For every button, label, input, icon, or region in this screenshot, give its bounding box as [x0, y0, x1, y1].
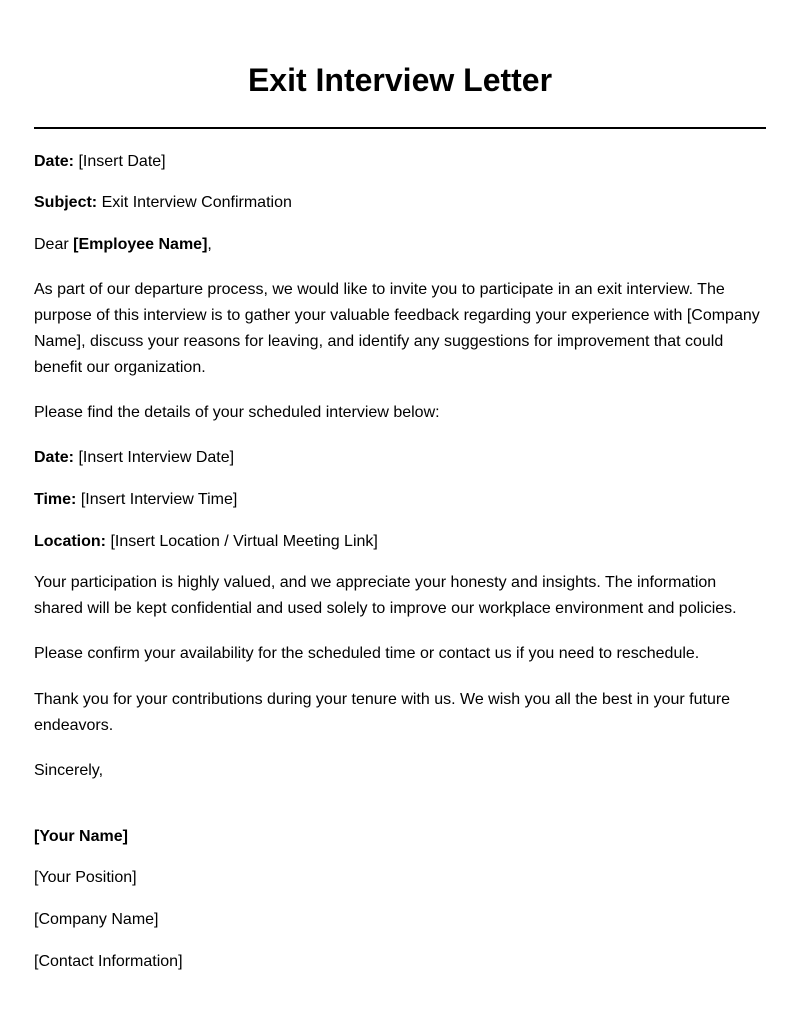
date-value: [Insert Date] — [74, 153, 166, 170]
signer-name — [34, 824, 766, 850]
page-title: Exit Interview Letter — [247, 62, 553, 98]
interview-location-value: [Insert Location / Virtual Meeting Link] — [106, 533, 378, 550]
greeting-suffix: , — [207, 236, 212, 253]
interview-time-value: [Insert Interview Time] — [76, 491, 238, 508]
details-intro-paragraph: Please find the details of your scheduled interview below: — [34, 404, 440, 421]
confirm-paragraph: Please confirm your availability for the scheduled time or contact us if you need to reschedule. — [34, 645, 700, 662]
interview-date-line — [34, 445, 766, 471]
title-divider — [34, 127, 766, 129]
letter-subject-line — [34, 190, 766, 216]
signer-contact: [Contact Information] — [34, 953, 183, 970]
greeting-name: [Employee Name] — [73, 236, 208, 253]
letter-date-line — [34, 149, 766, 175]
signer-company: [Company Name] — [34, 911, 159, 928]
signer-name-text: [Your Name] — [34, 828, 128, 845]
date-label: Date: — [34, 153, 75, 170]
participation-paragraph: Your participation is highly valued, and we appreciate your honesty and insights. The information shared will be kept confidential and used solely to improve our workplace environment and policies. — [34, 574, 737, 617]
subject-value: Exit Interview Confirmation — [97, 194, 292, 211]
interview-location-label: Location: — [34, 533, 106, 550]
interview-time-line — [34, 487, 766, 513]
sign-off: Sincerely, — [34, 762, 104, 779]
greeting-line — [34, 232, 766, 258]
interview-date-label: Date: — [34, 449, 75, 466]
thanks-paragraph: Thank you for your contributions during your tenure with us. We wish you all the best in your future endeavors. — [34, 691, 731, 734]
subject-label: Subject: — [34, 194, 98, 211]
interview-time-label: Time: — [34, 491, 77, 508]
interview-date-value: [Insert Interview Date] — [74, 449, 235, 466]
greeting-prefix: Dear — [34, 236, 74, 253]
signer-position: [Your Position] — [34, 869, 137, 886]
interview-location-line — [34, 529, 766, 555]
intro-paragraph: As part of our departure process, we would like to invite you to participate in an exit interview. The purpose of this interview is to gather your valuable feedback regarding your experience with [Company Name], discuss your reasons for leaving, and identify any suggestions for improvement that could benefit our organization. — [34, 281, 760, 376]
